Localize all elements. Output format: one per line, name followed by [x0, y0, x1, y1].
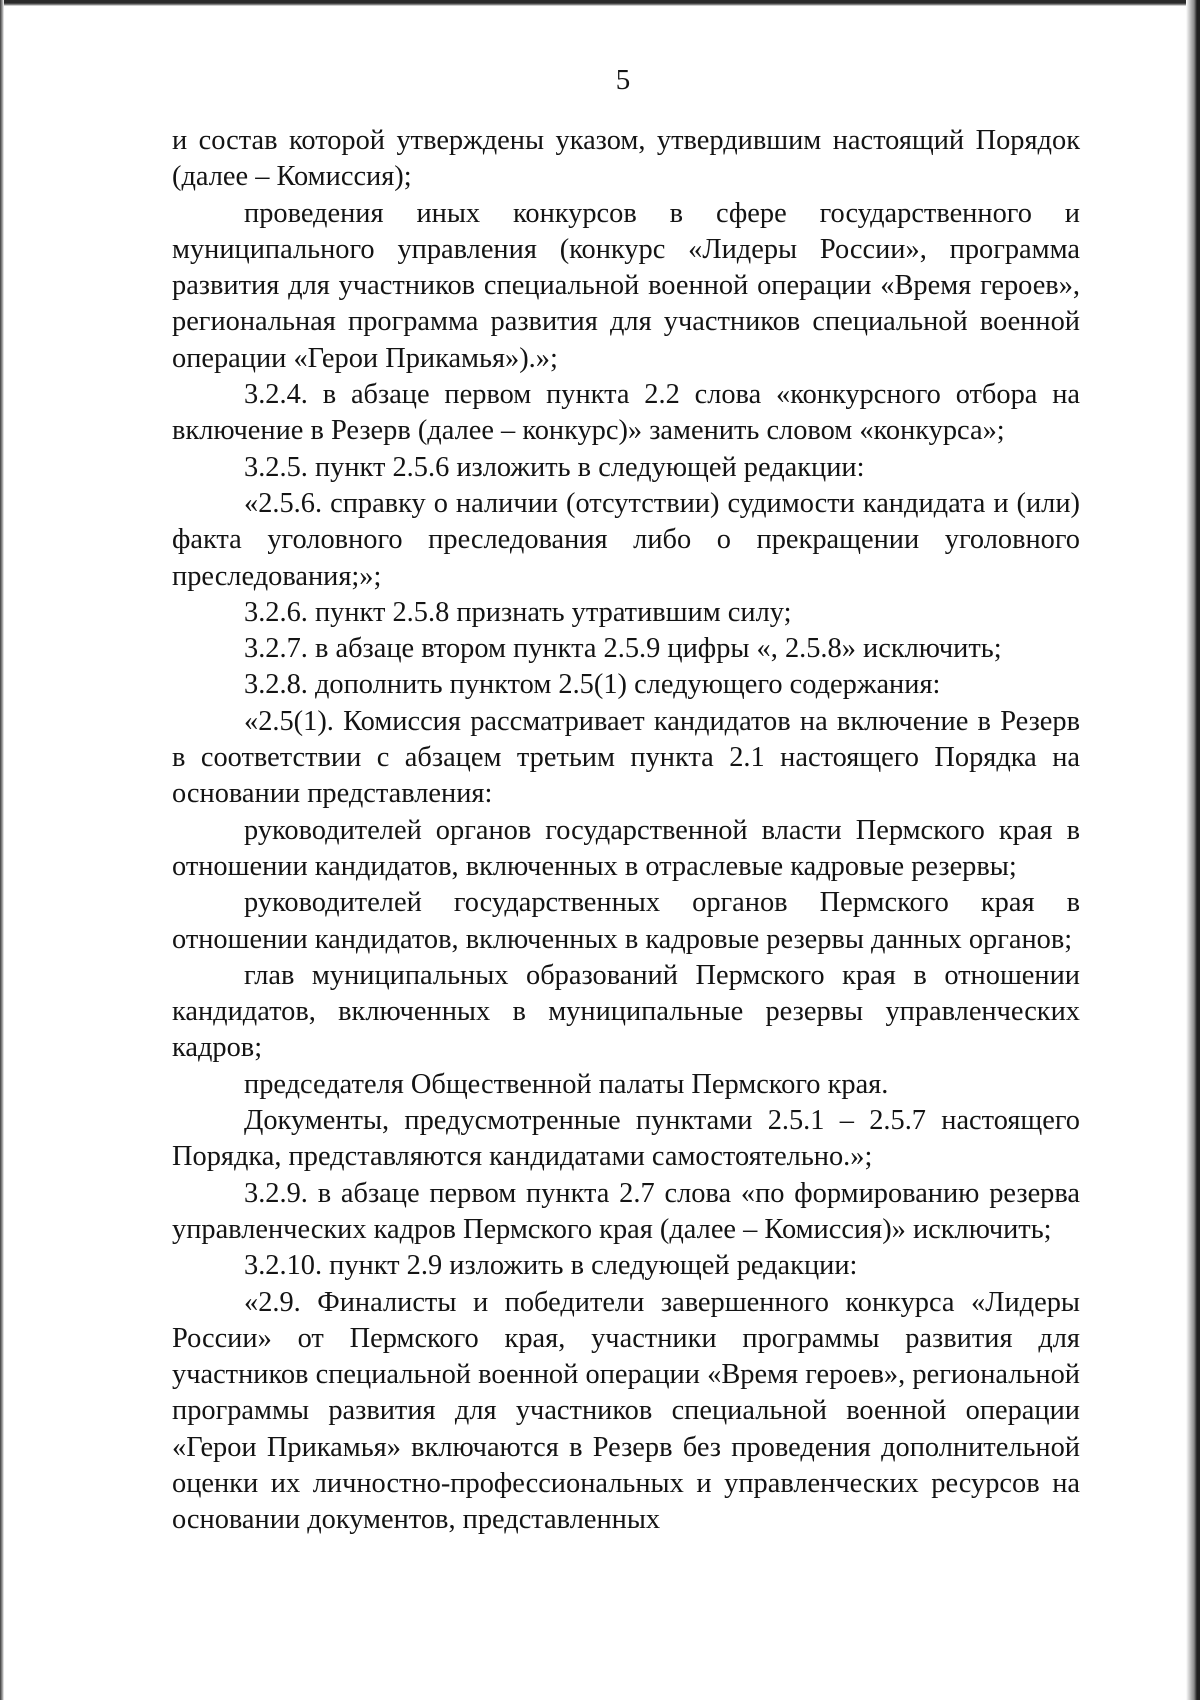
paragraph: руководителей органов государственной власти Пермского края в отношении кандидатов, включенных в отраслевые кадровые резервы;: [172, 814, 1080, 882]
paragraph: «2.5.6. справку о наличии (отсутствии) судимости кандидата и (или) факта уголовного преследования либо о прекращении уголовного преследования;»;: [172, 487, 1080, 592]
scan-border-top: [0, 0, 1200, 6]
paragraph: 3.2.5. пункт 2.5.6 изложить в следующей редакции:: [244, 451, 865, 483]
paragraph: Документы, предусмотренные пунктами 2.5.1 – 2.5.7 настоящего Порядка, представляются кандидатами самостоятельно.»;: [172, 1105, 1080, 1173]
paragraph: 3.2.8. дополнить пунктом 2.5(1) следующего содержания:: [244, 669, 941, 701]
page-number: 5: [615, 64, 631, 96]
paragraph: «2.5(1). Комиссия рассматривает кандидатов на включение в Резерв в соответствии с абзацем третьим пункта 2.1 настоящего Порядка на основании представления:: [172, 705, 1080, 810]
document-body: [172, 123, 1080, 1539]
paragraph: 3.2.6. пункт 2.5.8 признать утратившим силу;: [244, 596, 792, 628]
paragraph: проведения иных конкурсов в сфере государственного и муниципального управления (конкурс «Лидеры России», программа развития для участников специальной военной операции «Время героев», региональная программа развития для участников специальной военной операции «Герои Прикамья»).»;: [172, 197, 1080, 374]
paragraph: 3.2.10. пункт 2.9 изложить в следующей редакции:: [244, 1250, 858, 1282]
paragraph: руководителей государственных органов Пермского края в отношении кандидатов, включенных в кадровые резервы данных органов;: [172, 887, 1080, 955]
scan-border-right: [1186, 0, 1200, 1700]
paragraph: и состав которой утверждены указом, утвердившим настоящий Порядок (далее – Комиссия);: [172, 125, 1080, 193]
paragraph: председателя Общественной палаты Пермского края.: [244, 1068, 889, 1100]
paragraph: глав муниципальных образований Пермского края в отношении кандидатов, включенных в муниципальные резервы управленческих кадров;: [172, 959, 1080, 1064]
scan-border-left: [0, 0, 4, 1700]
paragraph: 3.2.4. в абзаце первом пункта 2.2 слова «конкурсного отбора на включение в Резерв (далее – конкурс)» заменить словом «конкурса»;: [172, 379, 1080, 447]
paragraph: 3.2.9. в абзаце первом пункта 2.7 слова «по формированию резерва управленческих кадров Пермского края (далее – Комиссия)» исключить;: [172, 1177, 1080, 1245]
paragraph: 3.2.7. в абзаце втором пункта 2.5.9 цифры «, 2.5.8» исключить;: [244, 633, 1002, 665]
paragraph: «2.9. Финалисты и победители завершенного конкурса «Лидеры России» от Пермского края, участники программы развития для участников специальной военной операции «Время героев», региональной программы развития для участников специальной военной операции «Герои Прикамья» включаются в Резерв без проведения дополнительной оценки их личностно-профессиональных и управленческих ресурсов на основании документов, представленных: [172, 1286, 1080, 1536]
